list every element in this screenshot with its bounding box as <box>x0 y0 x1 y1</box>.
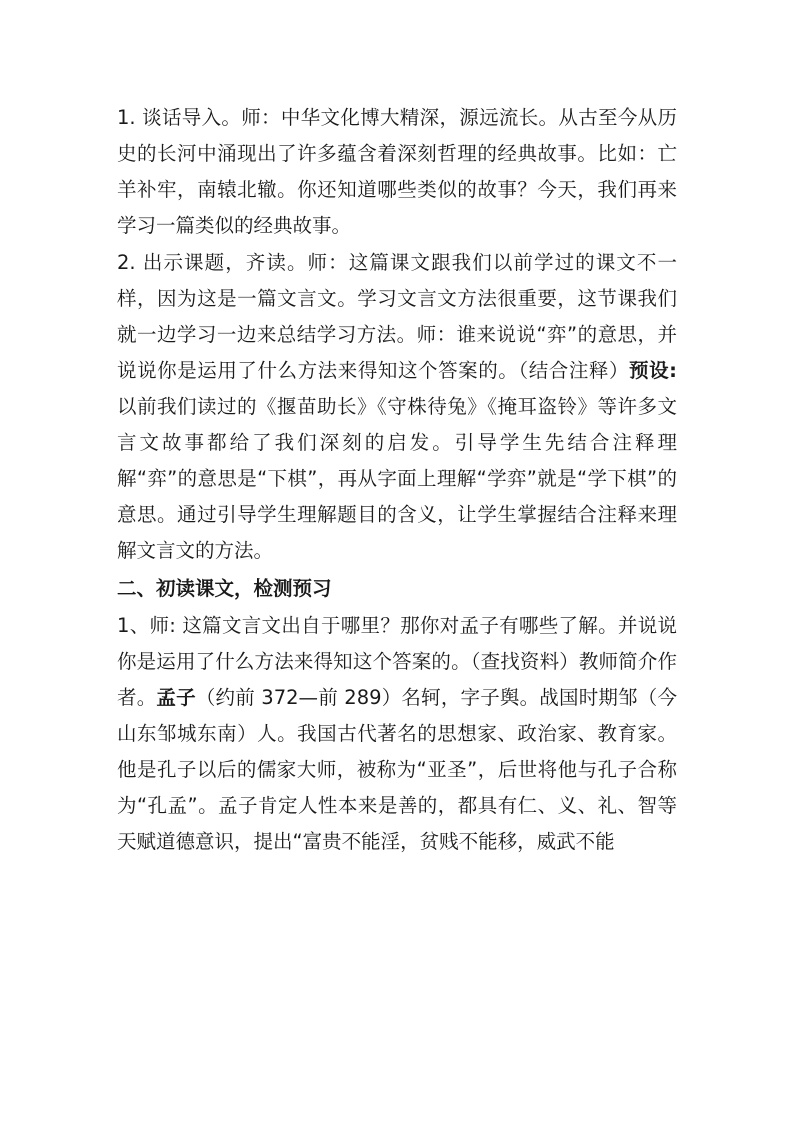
section-heading: 二、初读课文，检测预习 <box>117 577 332 600</box>
paragraph-show-title <box>117 245 677 569</box>
preset-label: 预设: <box>629 359 677 382</box>
document-body <box>117 100 677 861</box>
author-bio-text: （约前 372—前 289）名轲，字子舆。战国时期邹（今山东邹城东南）人。我国古代著名的思想家、政治家、教育家。他是孔子以后的儒家大师，被称为“亚圣”，后世将他与孔子合称为“孔孟”。孟子肯定人性本来是善的，都具有仁、义、礼、智等天赋道德意识，提出“富贵不能淫，贫贱不能移，威武不能 <box>117 686 677 853</box>
show-title-text: 2. 出示课题，齐读。师：这篇课文跟我们以前学过的课文不一样，因为这是一篇文言文。学习文言文方法很重要，这节课我们就一边学习一边来总结学习方法。师：谁来说说“弈”的意思，并说说你是运用了什么方法来得知这个答案的。（结合注释） <box>117 251 677 382</box>
preset-text: 以前我们读过的《揠苗助长》《守株待兔》《掩耳盗铃》等许多文言文故事都给了我们深刻的启发。引导学生先结合注释理解“弈”的意思是“下棋”，再从字面上理解“学弈”就是“学下棋”的意思。通过引导学生理解题目的含义，让学生掌握结合注释来理解文言文的方法。 <box>117 395 677 562</box>
paragraph-author <box>117 608 677 860</box>
intro-text: 1. 谈话导入。师：中华文化博大精深，源远流长。从古至今从历史的长河中涌现出了许多蕴含着深刻哲理的经典故事。比如：亡羊补牢，南辕北辙。你还知道哪些类似的故事？今天，我们再来学习一篇类似的经典故事。 <box>117 106 677 237</box>
paragraph-intro <box>117 100 677 244</box>
author-question-text: 1、师: 这篇文言文出自于哪里？那你对孟子有哪些了解。并说说你是运用了什么方法来得知这个答案的。（查找资料）教师简介作者。 <box>117 614 677 709</box>
author-name: 孟子 <box>156 686 196 709</box>
